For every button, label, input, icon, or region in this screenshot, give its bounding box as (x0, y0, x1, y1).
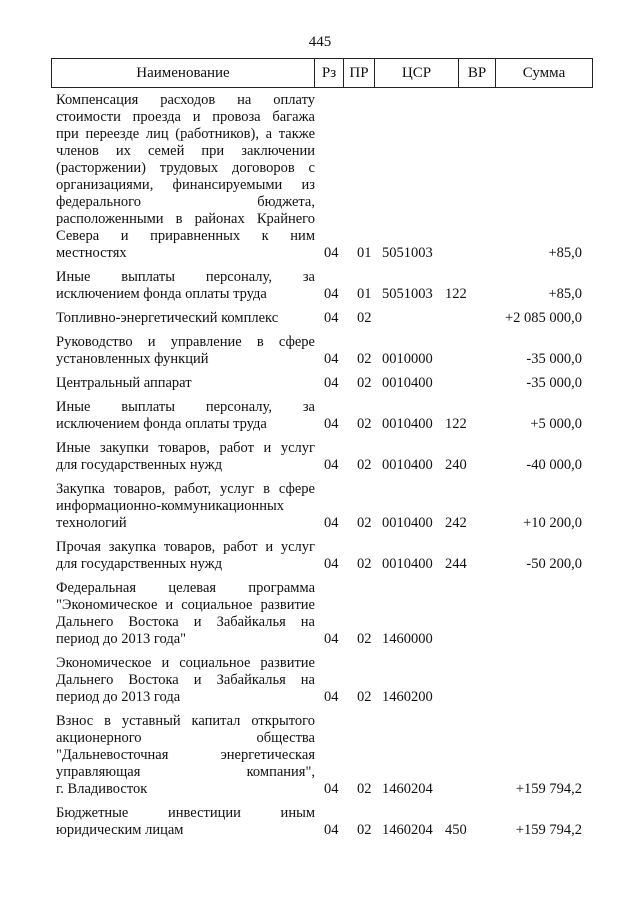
row-csr: 0010400 (382, 375, 433, 391)
row-sum: +159 794,2 (515, 822, 582, 838)
table-body (0, 92, 640, 846)
row-name (56, 805, 315, 839)
header-sum: Сумма (522, 64, 566, 81)
row-rz: 04 (324, 515, 339, 531)
row-name (56, 375, 315, 392)
row-pr: 02 (357, 822, 372, 838)
row-pr: 01 (357, 245, 372, 261)
row-rz: 04 (324, 556, 339, 572)
row-pr: 02 (357, 556, 372, 572)
row-csr: 1460204 (382, 822, 433, 838)
table-row (0, 92, 640, 262)
table-row (0, 655, 640, 706)
row-rz: 04 (324, 245, 339, 261)
row-csr: 0010000 (382, 351, 433, 367)
row-csr: 5051003 (382, 286, 433, 302)
row-name-line: исключением фонда оплаты труда (56, 286, 267, 302)
row-csr: 1460204 (382, 781, 433, 797)
row-name-line: (расторжении) трудовых договоров с (56, 160, 315, 176)
header-vr: ВР (459, 59, 496, 87)
row-rz: 04 (324, 689, 339, 705)
row-name-line: Топливно-энергетический комплекс (56, 310, 279, 326)
row-pr: 01 (357, 286, 372, 302)
row-name-line: федерального бюджета, (56, 194, 315, 210)
row-csr: 5051003 (382, 245, 433, 261)
row-name-line: установленных функций (56, 351, 209, 367)
row-name-line: технологий (56, 515, 127, 531)
row-name-line: Компенсация расходов на оплату (56, 92, 315, 108)
row-name-line: период до 2013 года" (56, 631, 187, 647)
table-row (0, 310, 640, 327)
row-name-line: Взнос в уставный капитал открытого (56, 713, 315, 729)
row-name-line: Экономическое и социальное развитие (56, 655, 315, 671)
row-pr: 02 (357, 375, 372, 391)
row-vr: 242 (445, 515, 467, 531)
row-sum: +5 000,0 (530, 416, 582, 432)
row-name-line: информационно-коммуникационных (56, 498, 285, 514)
row-rz: 04 (324, 286, 339, 302)
row-name-line: расположенными в районах Крайнего (56, 211, 315, 227)
row-csr: 1460000 (382, 631, 433, 647)
row-rz: 04 (324, 375, 339, 391)
row-name (56, 580, 315, 648)
row-name-line: Закупка товаров, работ, услуг в сфере (56, 481, 315, 497)
row-rz: 04 (324, 631, 339, 647)
table-row (0, 269, 640, 303)
table-row (0, 375, 640, 392)
row-name (56, 92, 315, 262)
table-row (0, 440, 640, 474)
row-name-line: Центральный аппарат (56, 375, 192, 391)
row-name (56, 713, 315, 798)
row-name-line: юридическим лицам (56, 822, 184, 838)
table-row (0, 580, 640, 648)
row-name-line: Иные выплаты персоналу, за (56, 269, 315, 285)
row-pr: 02 (357, 515, 372, 531)
row-name (56, 440, 315, 474)
row-csr: 0010400 (382, 515, 433, 531)
table-row (0, 399, 640, 433)
row-name-line: членов их семей при заключении (56, 143, 315, 159)
row-name (56, 269, 315, 303)
row-sum: +10 200,0 (523, 515, 582, 531)
row-name (56, 655, 315, 706)
header-name: Наименование (52, 59, 315, 87)
row-sum: +85,0 (548, 245, 582, 261)
row-rz: 04 (324, 351, 339, 367)
row-name-line: организациями, финансируемыми из (56, 177, 315, 193)
table-row (0, 334, 640, 368)
row-name-line: Иные закупки товаров, работ и услуг (56, 440, 315, 456)
row-name-line: для государственных нужд (56, 556, 223, 572)
row-vr: 450 (445, 822, 467, 838)
row-csr: 0010400 (382, 457, 433, 473)
row-vr: 122 (445, 416, 467, 432)
row-name-line: акционерного общества (56, 730, 315, 746)
row-vr: 122 (445, 286, 467, 302)
row-rz: 04 (324, 310, 339, 326)
header-pr: ПР (344, 59, 375, 87)
row-name-line: Иные выплаты персоналу, за (56, 399, 315, 415)
row-name-line: при переезде лиц (работников), а также (56, 126, 315, 142)
row-name (56, 310, 315, 327)
row-sum: -50 200,0 (526, 556, 582, 572)
row-name-line: Федеральная целевая программа (56, 580, 315, 596)
page-number: 445 (308, 34, 332, 50)
table-row (0, 481, 640, 532)
row-name-line: г. Владивосток (56, 781, 148, 797)
row-name-line: Бюджетные инвестиции иным (56, 805, 315, 821)
row-name-line: исключением фонда оплаты труда (56, 416, 267, 432)
row-name-line: "Дальневосточная энергетическая (56, 747, 315, 763)
row-name (56, 481, 315, 532)
row-name-line: управляющая компания", (56, 764, 315, 780)
table-row (0, 713, 640, 798)
row-pr: 02 (357, 457, 372, 473)
row-rz: 04 (324, 416, 339, 432)
row-rz: 04 (324, 457, 339, 473)
row-pr: 02 (357, 781, 372, 797)
row-sum: +2 085 000,0 (504, 310, 582, 326)
row-pr: 02 (357, 351, 372, 367)
row-pr: 02 (357, 416, 372, 432)
row-name (56, 539, 315, 573)
row-csr: 0010400 (382, 556, 433, 572)
row-name-line: для государственных нужд (56, 457, 223, 473)
header-csr: ЦСР (375, 59, 459, 87)
row-vr: 244 (445, 556, 467, 572)
header-rz: Рз (315, 59, 344, 87)
row-pr: 02 (357, 689, 372, 705)
row-sum: +85,0 (548, 286, 582, 302)
row-csr: 0010400 (382, 416, 433, 432)
row-vr: 240 (445, 457, 467, 473)
row-sum: +159 794,2 (515, 781, 582, 797)
row-name-line: Дальнего Востока и Забайкалья на (56, 614, 315, 630)
row-csr: 1460200 (382, 689, 433, 705)
row-rz: 04 (324, 781, 339, 797)
row-pr: 02 (357, 631, 372, 647)
row-name-line: местностях (56, 245, 127, 261)
row-name-line: Руководство и управление в сфере (56, 334, 315, 350)
row-rz: 04 (324, 822, 339, 838)
table-header (51, 58, 593, 88)
row-sum: -40 000,0 (526, 457, 582, 473)
row-name (56, 334, 315, 368)
row-name-line: Прочая закупка товаров, работ и услуг (56, 539, 315, 555)
row-sum: -35 000,0 (526, 351, 582, 367)
row-sum: -35 000,0 (526, 375, 582, 391)
row-name (56, 399, 315, 433)
row-name-line: стоимости проезда и провоза багажа (56, 109, 315, 125)
row-name-line: Дальнего Востока и Забайкалья на (56, 672, 315, 688)
table-row (0, 805, 640, 839)
row-name-line: Севера и приравненных к ним (56, 228, 315, 244)
row-name-line: "Экономическое и социальное развитие (56, 597, 315, 613)
table-row (0, 539, 640, 573)
row-name-line: период до 2013 года (56, 689, 181, 705)
row-pr: 02 (357, 310, 372, 326)
